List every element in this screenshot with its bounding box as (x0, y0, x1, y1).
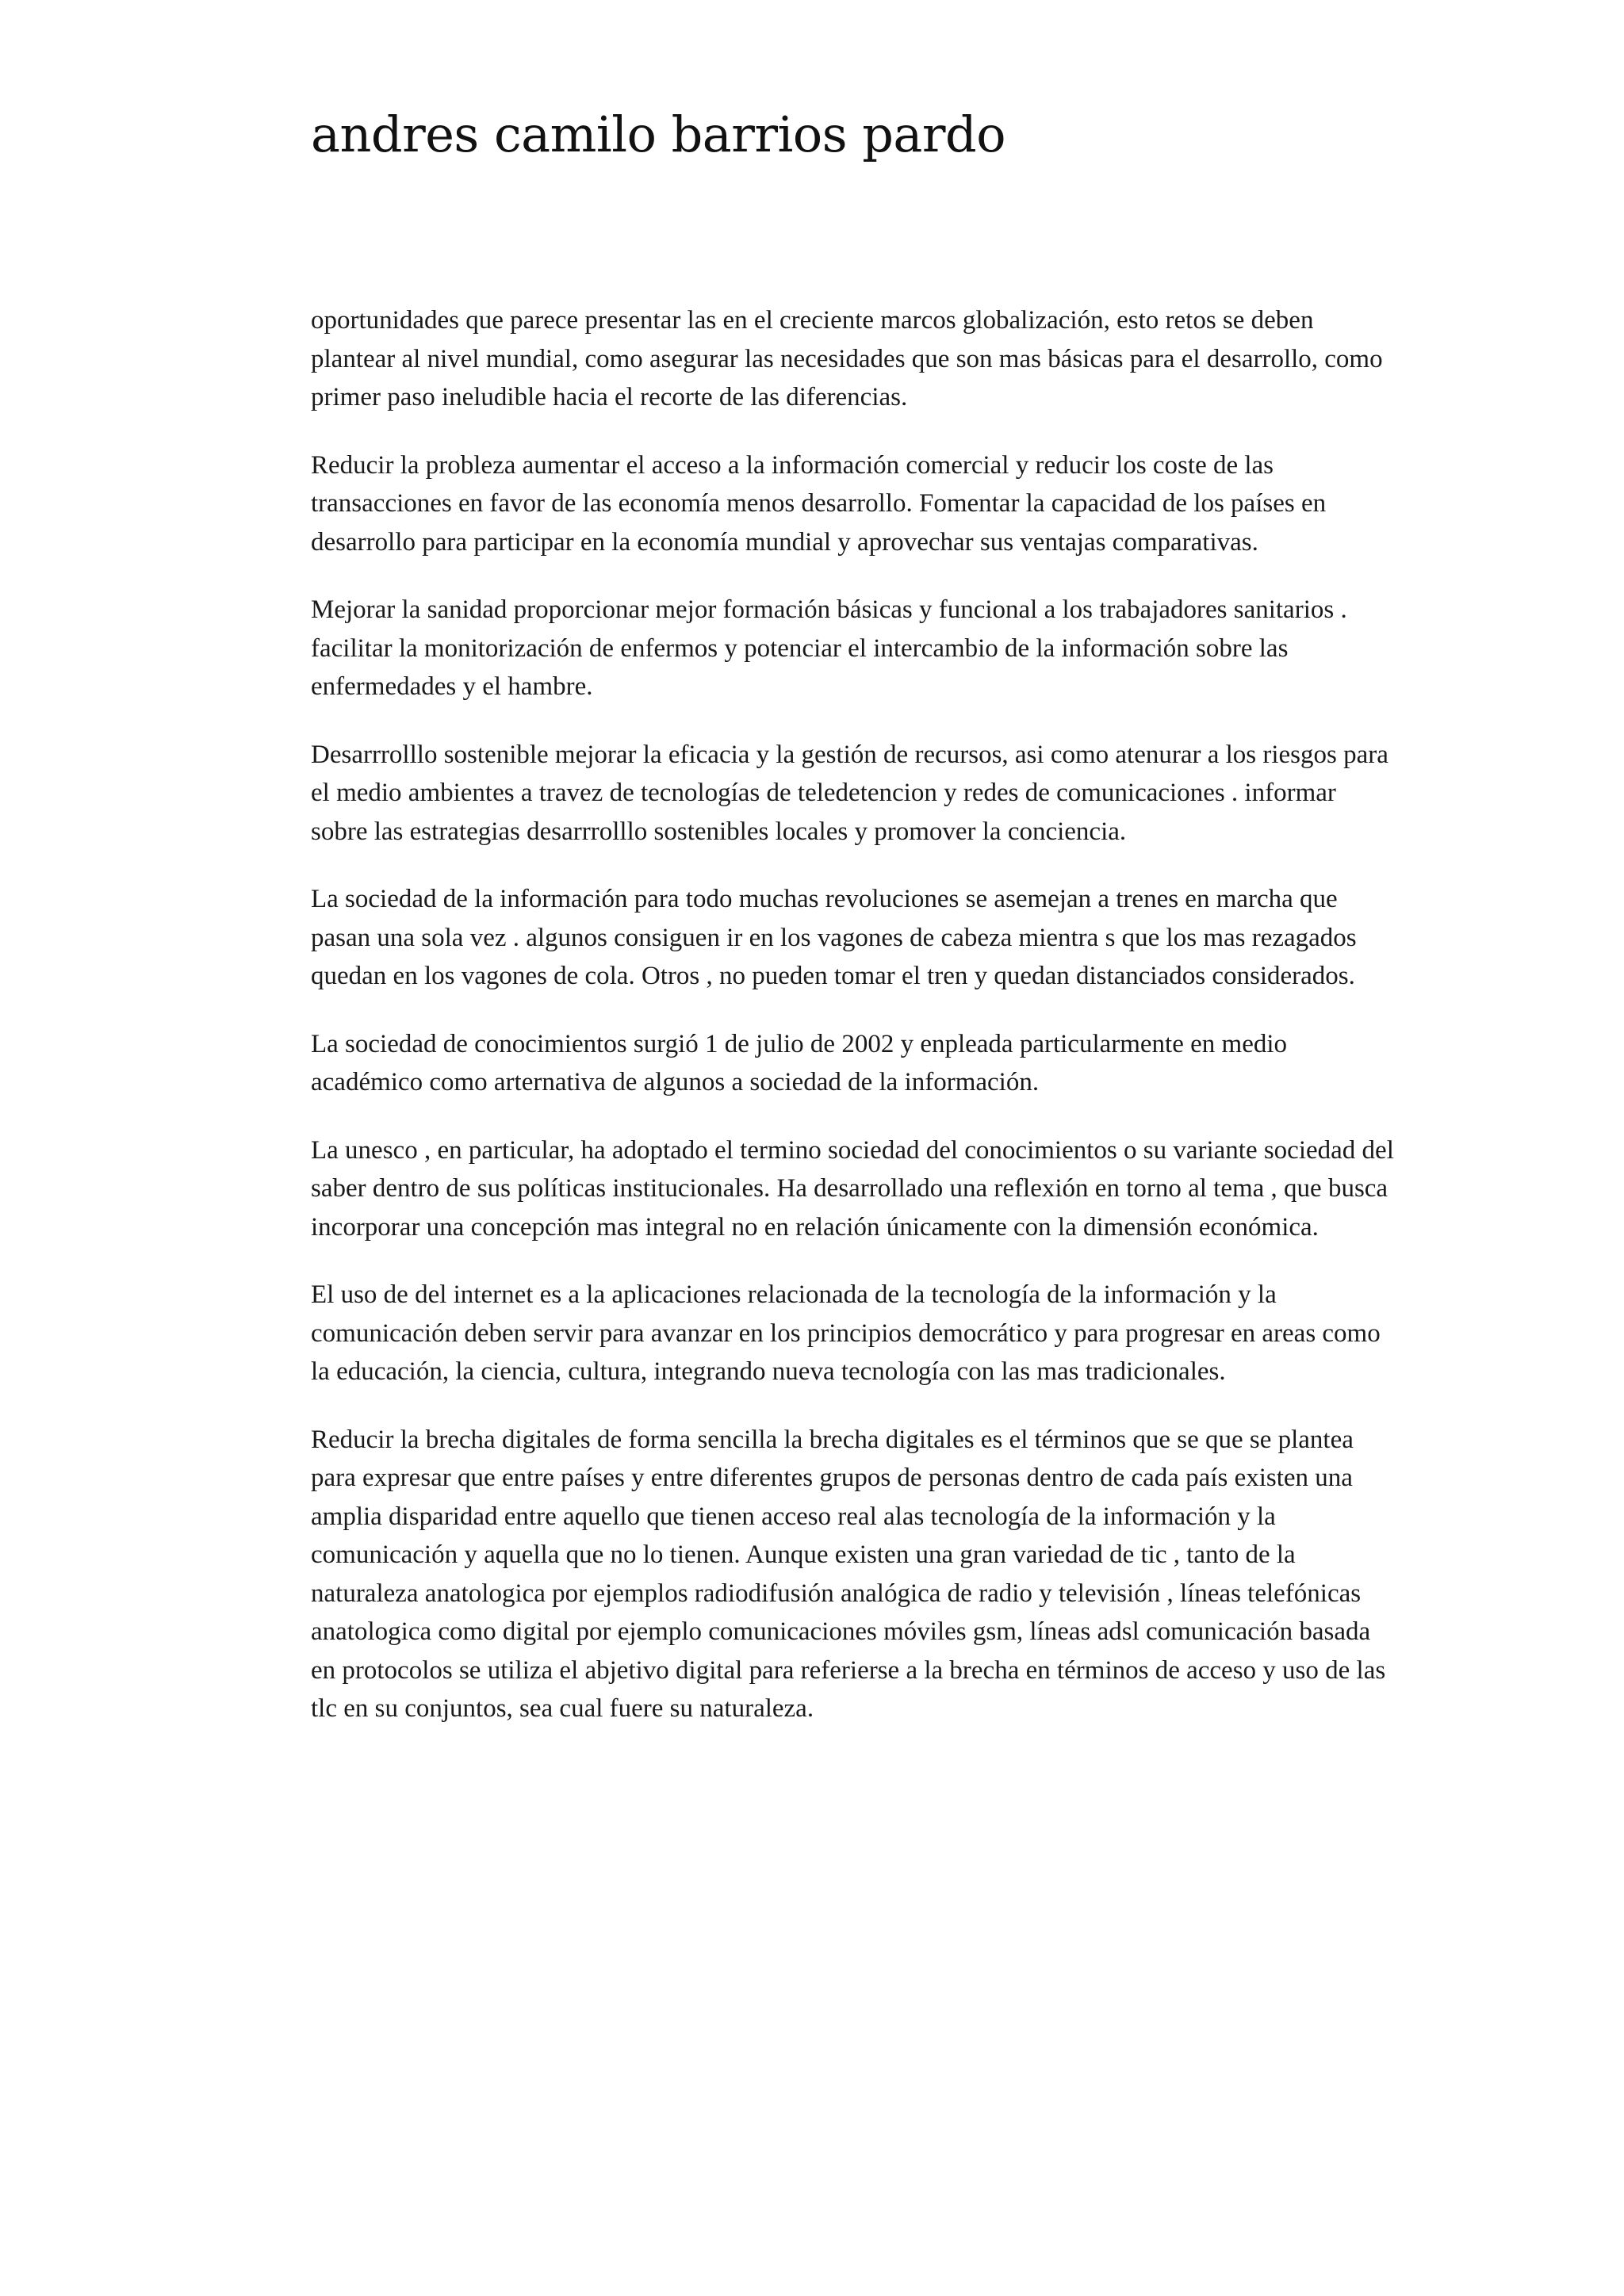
paragraph-sociedad-informacion: La sociedad de la información para todo muchas revoluciones se asemejan a trenes en marcha que pasan una sola vez . algunos consiguen ir en los vagones de cabeza mientra s que los mas rezagados quedan en los vagones de cola. Otros , no pueden tomar el tren y quedan distanciados considerados. (311, 885, 1357, 990)
paragraph-desarrollo-sostenible: Desarrrolllo sostenible mejorar la eficacia y la gestión de recursos, asi como atenurar a los riesgos para el medio ambientes a travez de tecnologías de teledetencion y redes de comunicaciones . informar sobre las estrategias desarrrolllo sostenibles locales y promover la conciencia. (311, 740, 1388, 846)
paragraph-brecha-digital: Reducir la brecha digitales de forma sencilla la brecha digitales es el términos que se que se plantea para expresar que entre países y entre diferentes grupos de personas dentro de cada país existen una amplia disparidad entre aquello que tienen acceso real alas tecnología de la información y la comunicación y aquella que no lo tienen. Aunque existen una gran variedad de tic , tanto de la naturaleza anatologica por ejemplos radiodifusión analógica de radio y televisión , líneas telefónicas anatologica como digital por ejemplo comunicaciones móviles gsm, líneas adsl comunicación basada en protocolos se utiliza el abjetivo digital para referierse a la brecha en términos de acceso y uso de las tlc en su conjuntos, sea cual fuere su naturaleza. (311, 1425, 1386, 1723)
paragraph-sociedad-conocimientos: La sociedad de conocimientos surgió 1 de julio de 2002 y enpleada particularmente en medio académico como arternativa de algunos a sociedad de la información. (311, 1029, 1288, 1096)
paragraph-unesco: La unesco , en particular, ha adoptado el termino sociedad del conocimientos o su variante sociedad del saber dentro de sus políticas institucionales. Ha desarrollado una reflexión en torno al tema , que busca incorporar una concepción mas integral no en relación únicamente con la dimensión económica. (311, 1135, 1394, 1242)
document-body (311, 301, 1397, 1758)
paragraph-globalizacion: oportunidades que parece presentar las en el creciente marcos globalización, esto retos se deben plantear al nivel mundial, como asegurar las necesidades que son mas básicas para el desarrollo, como primer paso ineludible hacia el recorte de las diferencias. (311, 306, 1383, 411)
author-header: andres camilo barrios pardo (311, 105, 1006, 163)
paragraph-uso-internet: El uso de del internet es a la aplicaciones relacionada de la tecnología de la información y la comunicación deben servir para avanzar en los principios democrático y para progresar en areas como la educación, la ciencia, cultura, integrando nueva tecnología con las mas tradicionales. (311, 1280, 1381, 1386)
paragraph-mejorar-sanidad: Mejorar la sanidad proporcionar mejor formación básicas y funcional a los trabajadores sanitarios . facilitar la monitorización de enfermos y potenciar el intercambio de la información sobre las enfermedades y el hambre. (311, 595, 1347, 701)
paragraph-reducir-probleza: Reducir la probleza aumentar el acceso a la información comercial y reducir los coste de las transacciones en favor de las economía menos desarrollo. Fomentar la capacidad de los países en desarrollo para participar en la economía mundial y aprovechar sus ventajas comparativas. (311, 450, 1327, 557)
